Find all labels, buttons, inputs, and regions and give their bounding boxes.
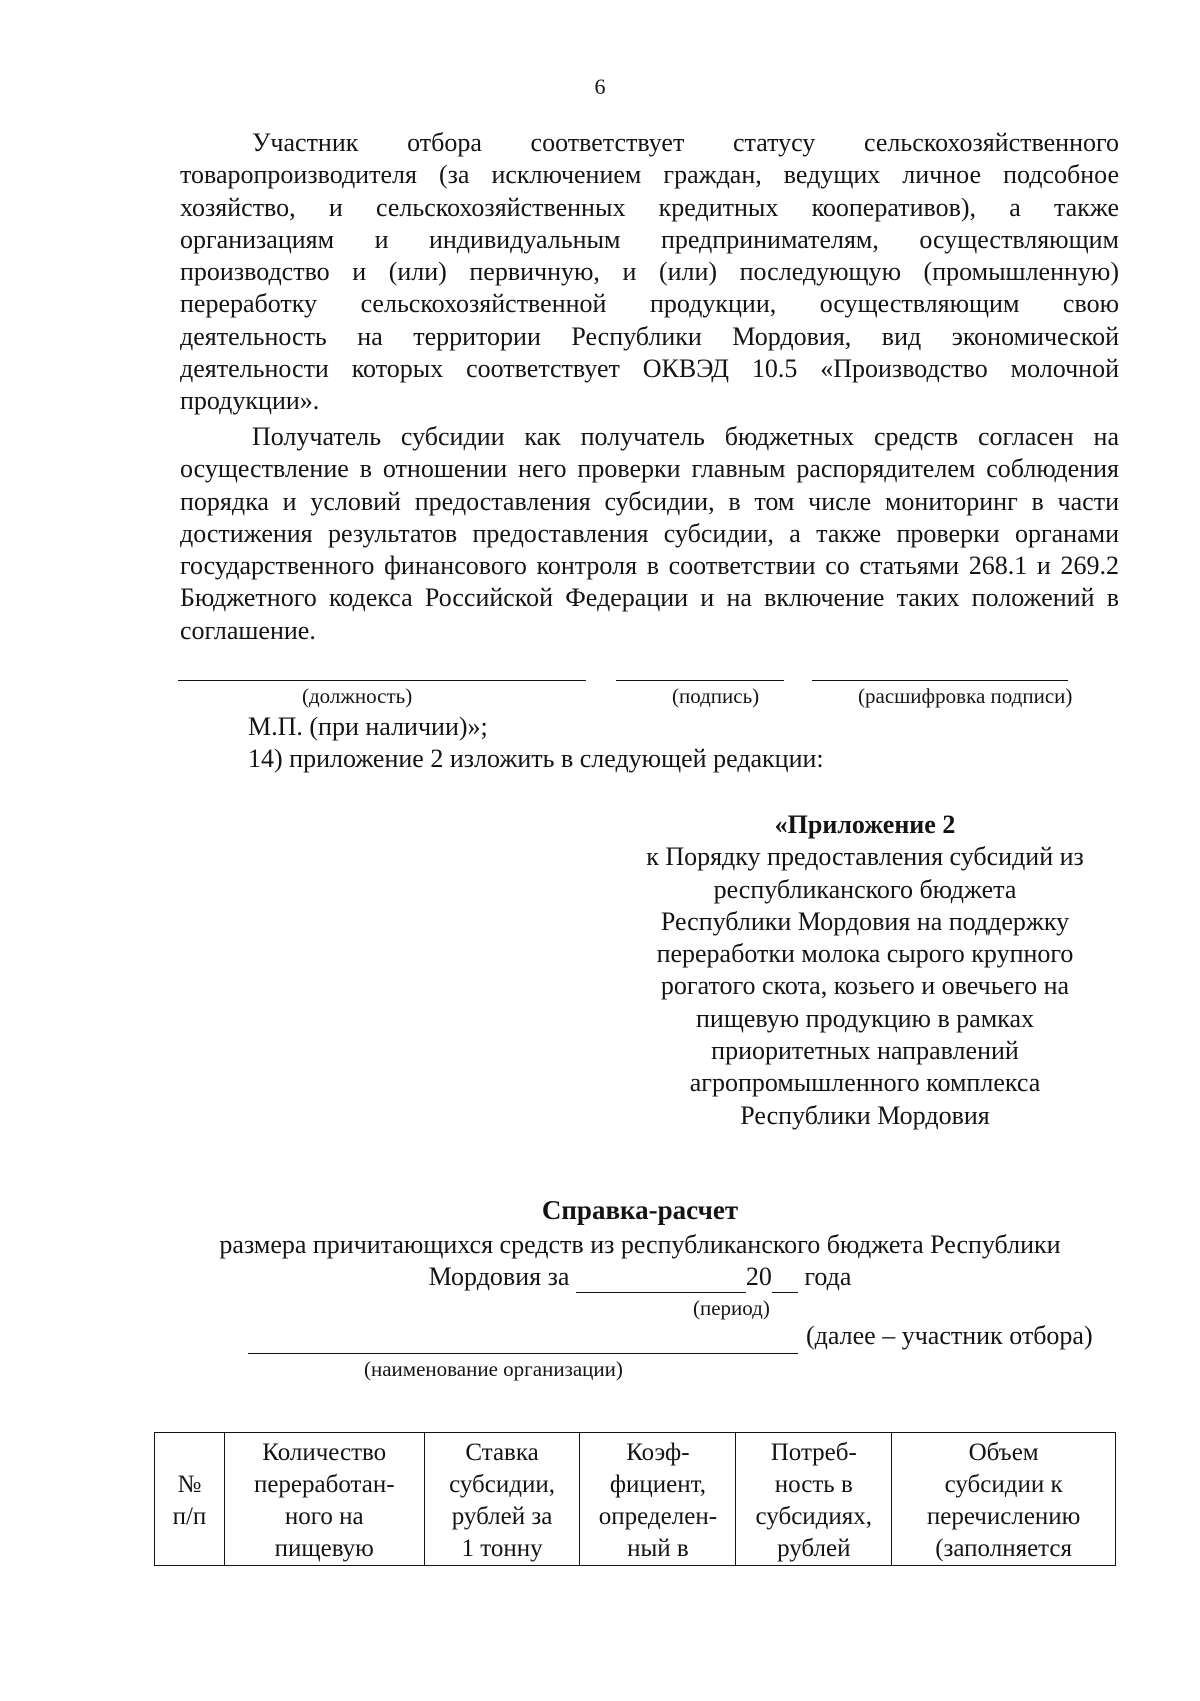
paragraph-selection-status: Участник отбора соответствует статусу сельскохозяйственного товаропроизводителя (за исключением граждан, ведущих личное подсобное хозяйство, и сельскохозяйственных кредитных кооперативов), а также организациям и индивидуальным предпринимателям, осуществляющим производство и (или) первичную, и (или) последующую (промышленную) переработку сельскохозяйственной продукции, осуществляющим свою деятельность на территории Республики Мордовия, вид экономической деятельности которых соответствует ОКВЭД 10.5 «Производство молочной продукции». — [180, 128, 1119, 416]
period-blank — [576, 1262, 746, 1293]
org-name-line — [248, 1353, 798, 1354]
appendix-line: к Порядку предоставления субсидий из — [646, 842, 1084, 872]
period-prefix: Мордовия за — [428, 1262, 570, 1291]
period-suffix: года — [804, 1262, 852, 1291]
certificate-title: Справка-расчет — [541, 1195, 739, 1225]
paragraph-audit-consent: Получатель субсидии как получатель бюджетных средств согласен на осуществление в отношении него проверки главным распорядителем соблюдения порядка и условий предоставления субсидии, в том числе мониторинг в части достижения результатов предоставления субсидии, а также проверки органами государственного финансового контроля в соответствии со статьями 268.1 и 269.2 Бюджетного кодекса Российской Федерации и на включение таких положений в соглашение. — [180, 422, 1119, 645]
header-cell-rate: Ставка субсидии, рублей за 1 тонну — [424, 1433, 580, 1566]
appendix-line: республиканского бюджета — [713, 874, 1017, 904]
year-blank — [772, 1262, 798, 1293]
page-number: 6 — [594, 74, 606, 99]
header-cell-amount: Объем субсидии к перечислению (заполняется — [892, 1433, 1116, 1566]
position-line — [178, 680, 586, 681]
signature-line — [616, 680, 784, 681]
appendix-line: агропромышленного комплекса — [689, 1068, 1041, 1098]
period-caption: (период) — [693, 1296, 770, 1320]
appendix-line: пищевую продукцию в рамках — [695, 1003, 1035, 1033]
appendix-line: приоритетных направлений — [711, 1036, 1019, 1066]
decoding-line — [812, 680, 1068, 681]
amendment-line: 14) приложение 2 изложить в следующей редакции: — [248, 744, 824, 773]
year-prefix: 20 — [745, 1262, 772, 1291]
certificate-period-line — [160, 1262, 1120, 1293]
appendix-line: Республики Мордовия — [740, 1100, 990, 1130]
participant-suffix: (далее – участник отбора) — [806, 1321, 1093, 1350]
signature-caption: (подпись) — [672, 684, 760, 708]
stamp-line: М.П. (при наличии)»; — [248, 712, 488, 741]
header-cell-number: № п/п — [155, 1433, 225, 1566]
calculation-table — [154, 1432, 1116, 1566]
appendix-line: переработки молока сырого крупного — [656, 939, 1074, 969]
appendix-title: «Приложение 2 — [774, 810, 956, 839]
appendix-header — [615, 809, 1115, 1132]
org-caption: (наименование организации) — [364, 1357, 623, 1381]
appendix-line: рогатого скота, козьего и овечьего на — [660, 971, 1070, 1001]
appendix-line: Республики Мордовия на поддержку — [660, 906, 1070, 936]
position-caption: (должность) — [302, 684, 413, 708]
table-header-row — [155, 1433, 1116, 1566]
decoding-caption: (расшифровка подписи) — [858, 684, 1073, 708]
header-cell-quantity: Количество переработан- ного на пищевую — [224, 1433, 424, 1566]
certificate-subtitle: размера причитающихся средств из республиканского бюджета Республики — [219, 1230, 1061, 1259]
header-cell-need: Потреб- ность в субсидиях, рублей — [736, 1433, 892, 1566]
header-cell-coefficient: Коэф- фициент, определен- ный в — [580, 1433, 736, 1566]
